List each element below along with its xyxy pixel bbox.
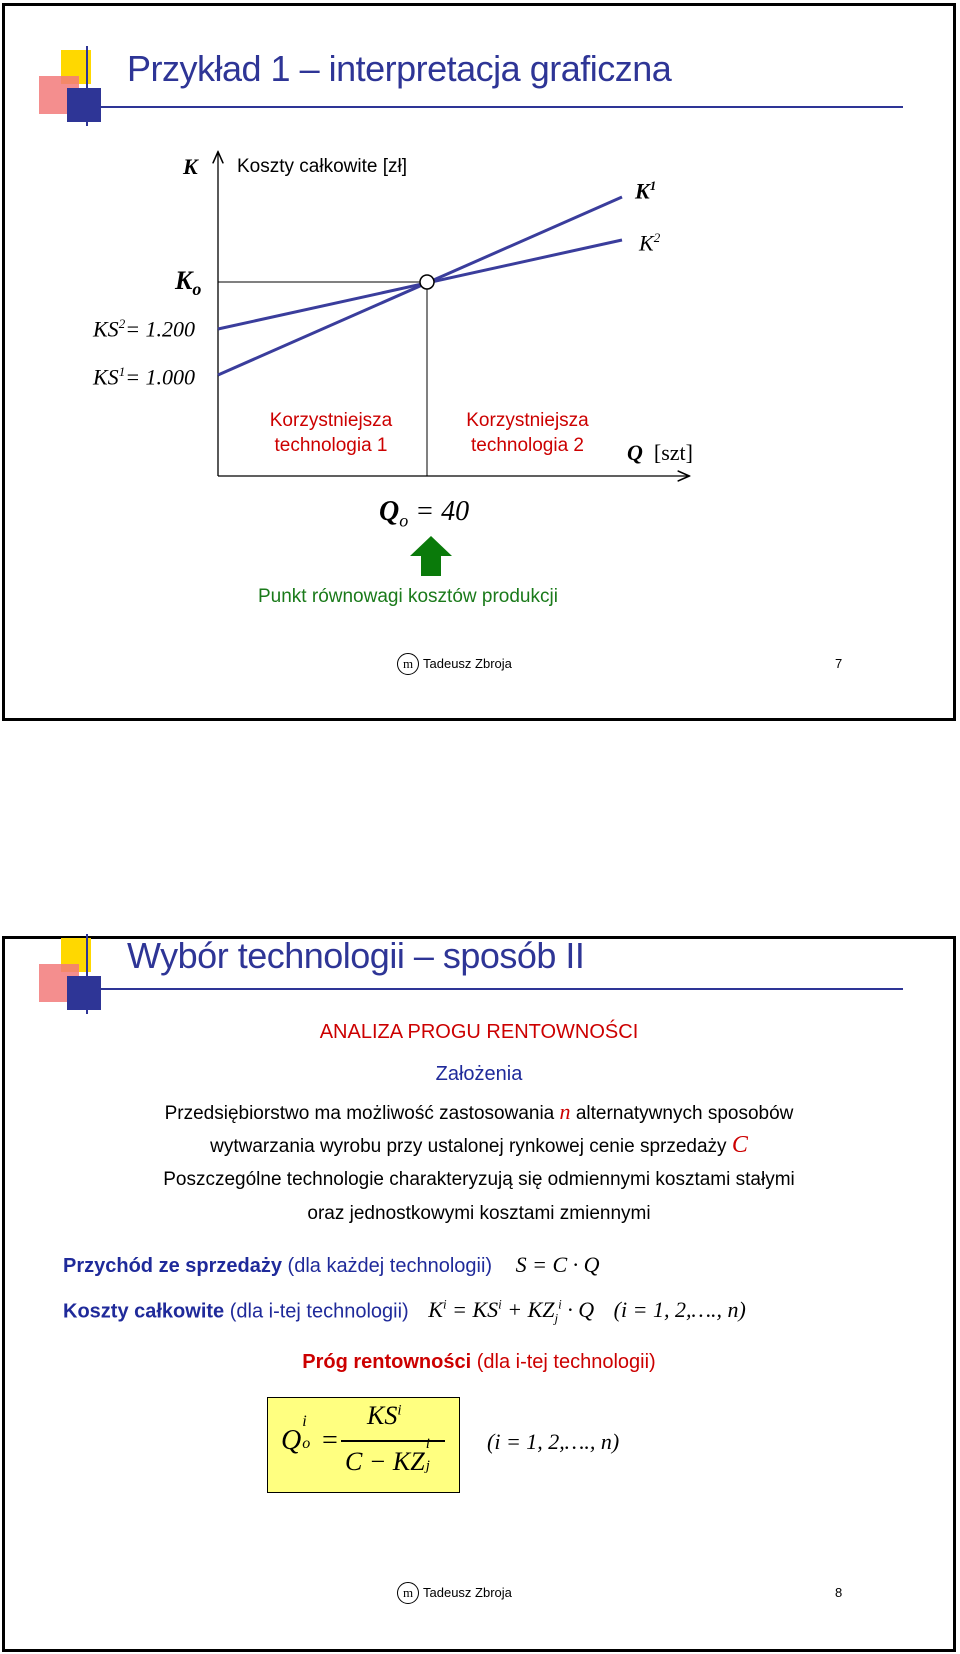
slide-8 bbox=[2, 936, 956, 1652]
footer-author: Tadeusz Zbroja bbox=[423, 656, 512, 671]
assumptions-heading: Założenia bbox=[435, 1063, 523, 1085]
left-region-label: Korzystniejsza technologia 1 bbox=[269, 410, 393, 456]
slide-title: Wybór technologii – sposób II bbox=[127, 935, 585, 976]
break-even-range: (i = 1, 2,…., n) bbox=[487, 1429, 620, 1454]
page-number: 7 bbox=[835, 656, 843, 671]
line-k1-label: $K^1$ bbox=[635, 178, 657, 204]
author-logo-icon: m bbox=[397, 1582, 419, 1604]
ko-label: $K_o$ bbox=[175, 266, 202, 300]
author-logo-icon: m bbox=[397, 653, 419, 675]
revenue-line: Przychód ze sprzedaży (dla każdej technologii) S = C · Q bbox=[63, 1252, 600, 1277]
total-cost-line: Koszty całkowite (dla i-tej technologii) $K^i = KS^i + KZ_j^i \cdot Q$ (i = 1, 2,…., n) bbox=[63, 1297, 746, 1326]
paragraph-1-line-1: Przedsiębiorstwo ma możliwość zastosowania n alternatywnych sposobów bbox=[164, 1099, 794, 1124]
paragraph-2-line-1: Poszczególne technologie charakteryzują się odmiennymi kosztami stałymi bbox=[163, 1169, 795, 1190]
y-axis-letter: K bbox=[183, 154, 198, 179]
slide-7 bbox=[2, 3, 956, 721]
break-even-numerator: $KS^i$ bbox=[367, 1401, 402, 1430]
y-axis-label: Koszty całkowite [zł] bbox=[237, 156, 407, 177]
up-arrow-icon bbox=[410, 536, 452, 576]
page-number: 8 bbox=[835, 1585, 843, 1600]
ks2-label: $KS^2= 1.200$ bbox=[93, 316, 196, 342]
x-axis-label: Q [szt] bbox=[627, 440, 693, 465]
equilibrium-caption: Punkt równowagi kosztów produkcji bbox=[258, 586, 558, 607]
break-even-formula-lhs: Q i o = bbox=[281, 1413, 340, 1456]
paragraph-1-line-2: wytwarzania wyrobu przy ustalonej rynkowej cenie sprzedaży C bbox=[210, 1132, 748, 1158]
equilibrium-point bbox=[420, 275, 434, 289]
ks1-label: $KS^1= 1.000$ bbox=[93, 364, 196, 390]
line-k2-label: $K^2$ bbox=[639, 230, 661, 256]
title-divider bbox=[89, 988, 903, 990]
footer-author: Tadeusz Zbroja bbox=[423, 1585, 512, 1600]
qo-label: $Q_o = 40$ bbox=[379, 496, 470, 531]
right-region-label: Korzystniejsza technologia 2 bbox=[466, 410, 589, 456]
paragraph-2-line-2: oraz jednostkowymi kosztami zmiennymi bbox=[307, 1203, 651, 1224]
slide-logo-icon bbox=[39, 934, 109, 1014]
slide-title: Przykład 1 – interpretacja graficzna bbox=[127, 48, 672, 89]
section-heading: ANALIZA PROGU RENTOWNOŚCI bbox=[319, 1021, 639, 1043]
break-even-heading: Próg rentowności (dla i-tej technologii) bbox=[302, 1351, 656, 1373]
break-even-denominator: C − KZ i j bbox=[345, 1436, 430, 1476]
